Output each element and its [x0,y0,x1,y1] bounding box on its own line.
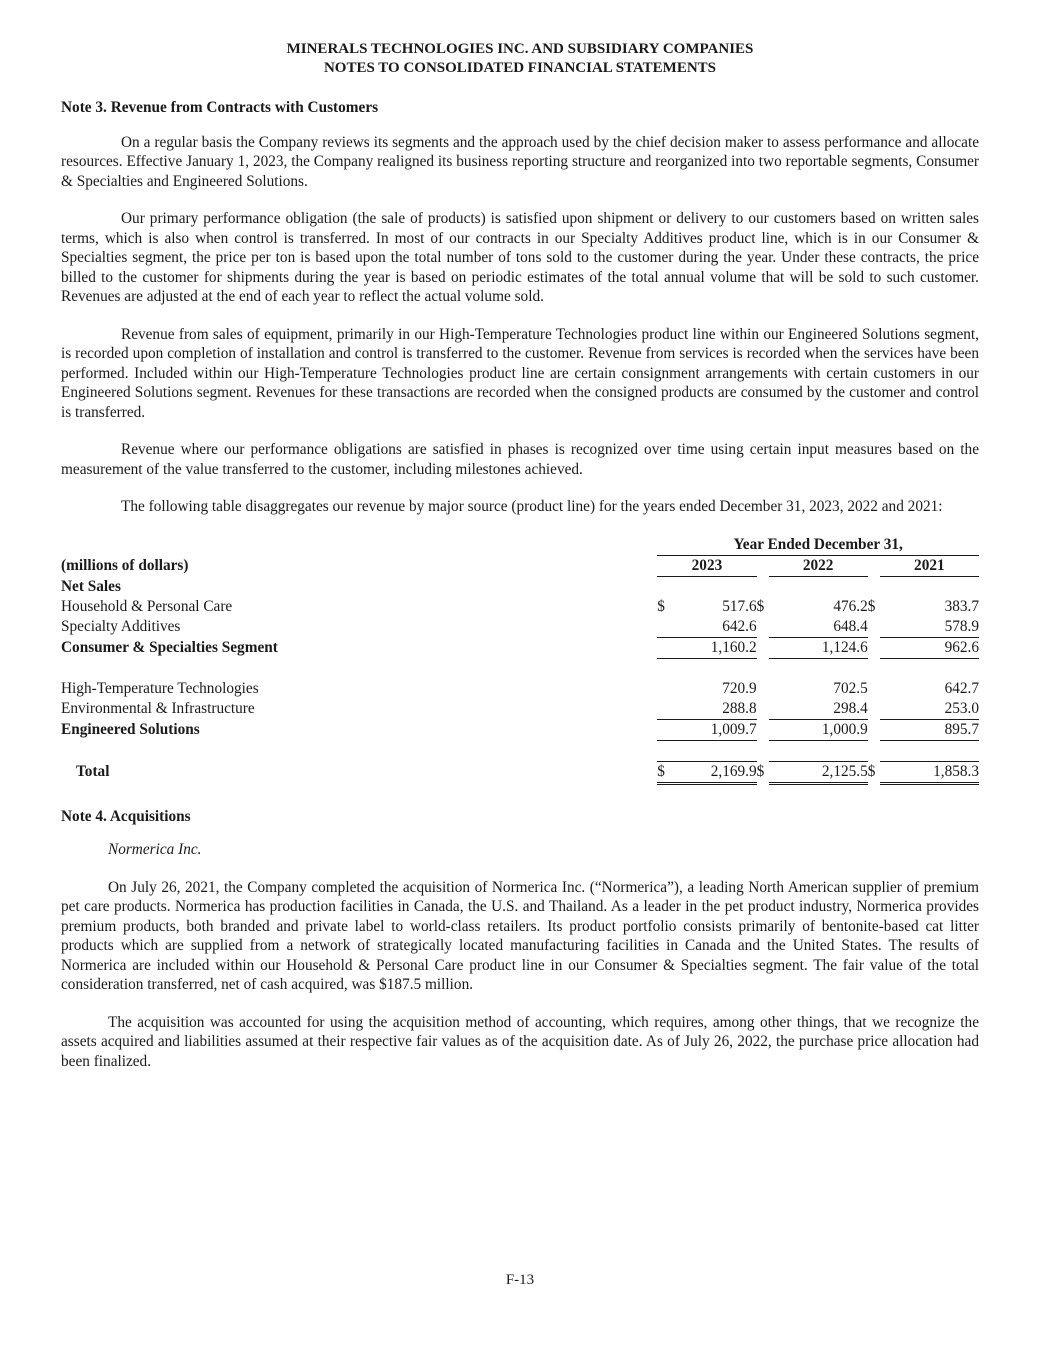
table-row [61,679,979,699]
cell-value: 298.4 [782,699,867,720]
year-header: 2021 [880,556,979,577]
cell-value: 1,009.7 [671,719,756,740]
currency-symbol: $ [756,597,765,615]
section-label: Net Sales [61,577,121,595]
year-header: 2022 [769,556,868,577]
note4-subheading: Normerica Inc. [108,841,202,858]
cell-value: 1,858.3 [894,761,980,783]
cell-value: 720.9 [722,679,757,697]
note3-title: Note 3. Revenue from Contracts with Customers [61,99,379,116]
cell-value: 253.0 [894,699,980,720]
row-label: Household & Personal Care [61,597,233,615]
table-row [61,637,979,658]
revenue-table [61,535,979,785]
page-number: F-13 [505,1272,535,1288]
cell-value: 1,124.6 [782,637,867,658]
currency-symbol: $ [867,763,876,780]
units-label: (millions of dollars) [61,556,189,574]
cell-value: 648.4 [782,617,867,638]
cell-value: 383.7 [944,597,979,615]
cell-value: 288.8 [671,699,756,720]
company-header [61,40,979,77]
document-page [61,40,979,1071]
note3-paragraph: Revenue from sales of equipment, primarily in our High-Temperature Technologies product line within our Engineered Solutions segment, is recorded upon completion of installation and control is transferred to the customer. Revenue from services is recorded when the services have been performed. Included within our High-Temperature Technologies product line are certain consignment arrangements with certain customers in our Engineered Solutions segment. Revenues for these transactions are recorded when the consigned products are consumed by the customer and control is transferred. [61,325,979,421]
period-header: Year Ended December 31, [657,535,979,556]
note3-paragraph: Revenue where our performance obligations are satisfied in phases is recognized over time using certain input measures based on the measurement of the value transferred to the customer, including milestones achieved. [61,441,979,478]
cell-value: 2,169.9 [671,761,756,783]
note4-paragraph: The acquisition was accounted for using the acquisition method of accounting, which requires, among other things, that we recognize the assets acquired and liabilities assumed at their respective fair values as of the acquisition date. As of July 26, 2022, the purchase price allocation had been finalized. [61,1013,979,1070]
row-label: Environmental & Infrastructure [61,699,255,717]
currency-symbol: $ [657,761,671,783]
note3-paragraph: Our primary performance obligation (the sale of products) is satisfied upon shipment or delivery to our customers based on written sales terms, which is also when control is transferred. In most of our contracts in our Specialty Additives product line, which is in our Consumer & Specialties segment, the price per ton is based upon the total number of tons sold to the customer during the year. Under these contracts, the price billed to the customer for shipments during the year is based on periodic estimates of the total annual volume that will be sold to such customer. Revenues are adjusted at the end of each year to reflect the actual volume sold. [61,210,979,305]
row-label: Total [76,763,110,780]
currency-symbol: $ [756,763,765,780]
note4-paragraph: On July 26, 2021, the Company completed the acquisition of Normerica Inc. (“Normerica”), a leading North American supplier of premium pet care products. Normerica has production facilities in Canada, the U.S. and Thailand. As a leader in the pet product industry, Normerica provides premium products, both branded and private label to world-class retailers. Its product portfolio consists primarily of bentonite-based cat litter products which are supplied from a network of strategically located manufacturing facilities in Canada and the United States. The results of Normerica are included within our Household & Personal Care product line in our Consumer & Specialties segment. The fair value of the total consideration transferred, net of cash acquired, was $187.5 million. [61,878,979,993]
row-label: Specialty Additives [61,617,181,635]
note4-title: Note 4. Acquisitions [61,807,191,825]
statement-title: NOTES TO CONSOLIDATED FINANCIAL STATEMENTS [323,59,717,76]
row-label: Engineered Solutions [61,720,200,738]
company-name: MINERALS TECHNOLOGIES INC. AND SUBSIDIARY COMPANIES [286,41,754,57]
cell-value: 962.6 [894,637,980,658]
note3-paragraph: The following table disaggregates our revenue by major source (product line) for the years ended December 31, 2023, 2022 and 2021: [121,498,943,515]
year-header: 2023 [657,556,756,577]
cell-value: 578.9 [894,617,980,638]
cell-value: 517.6 [722,597,757,615]
table-row [61,719,979,740]
cell-value: 476.2 [833,597,868,615]
table-row [61,617,979,638]
cell-value: 702.5 [833,679,868,697]
cell-value: 1,000.9 [782,719,867,740]
row-label: Consumer & Specialties Segment [61,638,278,656]
currency-symbol: $ [657,597,665,615]
table-row [61,597,979,617]
cell-value: 1,160.2 [671,637,756,658]
row-label: High-Temperature Technologies [61,679,259,697]
table-row-total [61,761,979,783]
cell-value: 2,125.5 [782,761,867,783]
cell-value: 895.7 [894,719,980,740]
currency-symbol: $ [867,597,876,615]
cell-value: 642.6 [671,617,756,638]
cell-value: 642.7 [944,679,979,697]
note3-paragraph: On a regular basis the Company reviews its segments and the approach used by the chief decision maker to assess performance and allocate resources. Effective January 1, 2023, the Company realigned its business reporting structure and reorganized into two reportable segments, Consumer & Specialties and Engineered Solutions. [61,133,979,190]
table-row [61,699,979,720]
